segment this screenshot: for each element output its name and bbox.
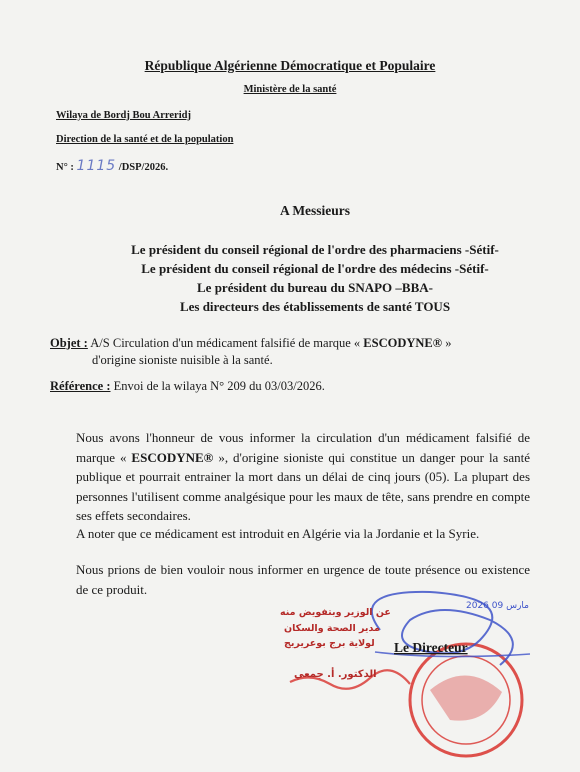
- objet-brand: ESCODYNE®: [363, 336, 443, 350]
- handwritten-date: 2026 مارس 09: [466, 601, 529, 611]
- p1-text-a: Nous avons l'honneur de vous informer la circulation d'un médicament falsifié de marque «: [76, 430, 530, 465]
- stamp-line-4: الدكتور. أ. جمعي: [294, 669, 377, 680]
- header-republic: République Algérienne Démocratique et Populaire: [144, 58, 436, 73]
- body-paragraph-3: Nous prions de bien vouloir nous informer en urgence de toute présence ou existence de ce produit.: [76, 562, 530, 597]
- signature-title: Le Directeur: [394, 640, 468, 655]
- addressee-line: Le président du conseil régional de l'ordre des médecins -Sétif-: [141, 261, 489, 276]
- addressee-list: [0, 240, 580, 316]
- addressee-title: A Messieurs: [279, 203, 351, 218]
- addressee-line: Les directeurs des établissements de santé TOUS: [179, 299, 451, 314]
- p1-text-b: », d'origine sioniste qui constitue un danger pour la santé publique et pourrait entrainer la mort dans un délai de cinq jours (05). La plupart des personnes l'utilisent comme analgésique pour les maux de tête, sans prendre en compte ses effets secondaires.: [76, 449, 530, 523]
- signature-stamp-area: [280, 580, 550, 770]
- reference-label: Référence :: [50, 379, 111, 393]
- stamp-line-1: عن الوزير وبتفويض منه: [280, 607, 391, 618]
- header-reference-number: [56, 158, 168, 174]
- addressee-line: Le président du bureau du SNAPO –BBA-: [197, 280, 433, 295]
- header-wilaya: Wilaya de Bordj Bou Arreridj: [56, 110, 191, 121]
- objet-text-2: »: [442, 336, 452, 350]
- p1-brand: ESCODYNE®: [131, 449, 214, 465]
- number-suffix: /DSP/2026.: [118, 162, 169, 173]
- body-paragraph-2: A noter que ce médicament est introduit en Algérie via la Jordanie et la Syrie.: [76, 526, 480, 541]
- objet-label: Objet :: [50, 336, 88, 350]
- stamp-line-3: لولاية برج بوعريريج: [284, 638, 375, 649]
- header-ministry: Ministère de la santé: [243, 84, 337, 95]
- reference-block: [50, 378, 530, 395]
- stamp-line-2: مدير الصحة والسكان: [284, 623, 380, 634]
- objet-text-1: A/S Circulation d'un médicament falsifié de marque «: [90, 336, 364, 350]
- reference-text: Envoi de la wilaya N° 209 du 03/03/2026.: [113, 379, 325, 393]
- objet-block: [50, 335, 530, 369]
- header-direction: Direction de la santé et de la population: [56, 134, 234, 145]
- body-paragraph-1: [76, 428, 530, 526]
- handwritten-number: 1115: [76, 158, 117, 174]
- objet-line-2: d'origine sioniste nuisible à la santé.: [92, 353, 273, 367]
- number-prefix: N° :: [56, 162, 74, 173]
- addressee-line: Le président du conseil régional de l'ordre des pharmaciens -Sétif-: [131, 242, 499, 257]
